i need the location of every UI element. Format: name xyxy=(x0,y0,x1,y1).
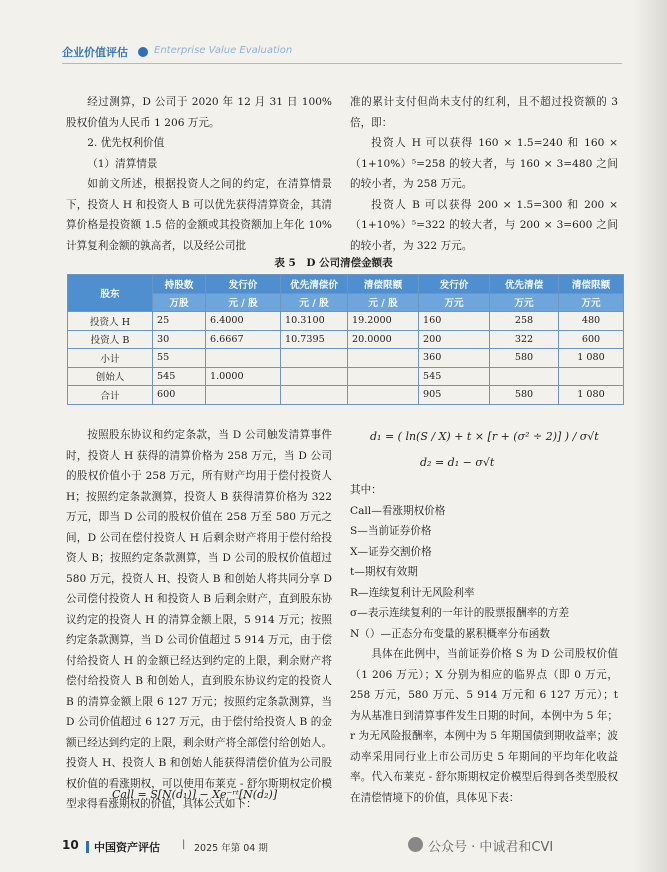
table-row xyxy=(68,349,624,368)
left-column-top xyxy=(66,92,332,256)
table-unit-cell: 元 / 股 xyxy=(348,293,419,312)
table-cell xyxy=(281,367,348,386)
watermark-text: 公众号 · 中诚君和CVI xyxy=(428,840,554,855)
table-cell xyxy=(559,367,624,386)
definition-item: R—连续复利计无风险利率 xyxy=(350,586,475,599)
running-header xyxy=(62,44,622,64)
table-cell: 600 xyxy=(559,330,624,349)
table-header-cell: 股东 xyxy=(68,275,153,312)
table-cell: 20.0000 xyxy=(348,330,419,349)
table-cell: 580 xyxy=(490,386,559,405)
table-cell: 小计 xyxy=(68,349,153,368)
table-cell: 360 xyxy=(419,349,490,368)
definition-item: N（）—正态分布变量的累积概率分布函数 xyxy=(350,627,550,640)
table-cell xyxy=(281,386,348,405)
table-unit-cell: 万元 xyxy=(490,293,559,312)
table-cell: 25 xyxy=(153,312,206,331)
table-header-cell: 发行价 xyxy=(206,275,281,294)
header-section-zh: 企业价值评估 xyxy=(62,46,128,59)
d1-formula: d₁ = ( ln(S / X) + t × [r + (σ² ÷ 2)] ) / σ√t xyxy=(370,430,599,443)
table-cell: 545 xyxy=(419,367,490,386)
paragraph: 具体在此例中，当前证券价格 S 为 D 公司股权价值（1 206 万元）；X 分别为相应的临界点（即 0 万元，258 万元，580 万元、5 914 万元和 6 127 万元）；t 为从基准日到清算事件发生日期的时间，本例中为 5 年；r 为无风险报酬率，本例中为 5 年期国债到期收益率；波动率采用同行业上市公司历史 5 年期间的平均年化收益率。代入布莱克 - 舒尔斯期权定价模型后得到各类型股权在清偿情境下的价值，具体见下表： xyxy=(350,648,618,804)
table-cell: 创始人 xyxy=(68,367,153,386)
table-row xyxy=(68,367,624,386)
table-cell: 1.0000 xyxy=(206,367,281,386)
call-formula: Call = S[N(d₁)] − Xe⁻ʳᵗ[N(d₂)] xyxy=(112,788,278,801)
issue-label: 2025 年第 04 期 xyxy=(194,843,268,854)
table-cell xyxy=(490,367,559,386)
table-cell: 6.4000 xyxy=(206,312,281,331)
table-cell xyxy=(281,349,348,368)
table-cell: 1 080 xyxy=(559,349,624,368)
magazine-name: 中国资产评估 xyxy=(94,841,160,854)
footer-separator: | xyxy=(182,839,186,850)
table-unit-cell: 万元 xyxy=(419,293,490,312)
table-header-cell: 发行价 xyxy=(419,275,490,294)
table-cell xyxy=(348,386,419,405)
definition-item: t—期权有效期 xyxy=(350,566,418,578)
left-column-bottom xyxy=(66,425,332,815)
definition-item: X—证券交割价格 xyxy=(350,545,432,558)
table-cell: 30 xyxy=(153,330,206,349)
liquidation-table xyxy=(67,274,624,405)
table-cell: 600 xyxy=(153,386,206,405)
paragraph: 按照股东协议和约定条款，当 D 公司触发清算事件时，投资人 H 获得的清算价格为 258 万元，当 D 公司的股权价值小于 258 万元，所有财产均用于偿付投资人 H；按照约定条款测算，投资人 B 获得清算价格为 322 万元，即当 D 公司的股权价值在 258 万至 580 万元之间，D 公司在偿付投资人 H 后剩余财产将用于偿付给投资人 B；按照约定条款测算，当 D 公司的股权价值超过 580 万元，投资人 H、投资人 B 和创始人将共同分享 D 公司偿付投资人 H 和投资人 B 后剩余财产，直到股东协议约定的投资人 H 的清算金额上限，5 914 万元；按照约定条款测算，当 D 公司价值超过 5 914 万元，由于偿付给投资人 H 的金额已经达到约定的上限，剩余财产将偿付给投资人 B 和创始人，直到股东协议约定的投资人 B 的清算金额上限 6 127 万元；按照约定条款测算，当 D 公司价值超过 6 127 万元，由于偿付给投资人 B 的金额已经达到约定的上限，剩余财产将全部偿付给创始人。投资人 H、投资人 B 和创始人能获得清偿价值为公司股权价值的看涨期权，可以使用布莱克 - 舒尔斯期权定价模型求得看涨期权的价值，具体公式如下： xyxy=(66,429,332,810)
table-unit-cell: 元 / 股 xyxy=(206,293,281,312)
table-cell: 258 xyxy=(490,312,559,331)
paragraph: 如前文所述，根据投资人之间的约定，在清算情景下，投资人 H 和投资人 B 可以优先获得清算资金，其清算价格是投资额 1.5 倍的金额或其投资额加上年化 10% 计算复利金额的孰高者，以及经公司批 xyxy=(66,178,332,252)
d2-formula: d₂ = d₁ − σ√t xyxy=(420,456,495,469)
table-cell: 580 xyxy=(490,349,559,368)
table-cell: 55 xyxy=(153,349,206,368)
paragraph: 准的累计支付但尚未支付的红利，且不超过投资额的 3 倍，即： xyxy=(350,96,618,129)
wechat-icon xyxy=(408,837,423,852)
table-cell xyxy=(348,367,419,386)
table-cell: 19.2000 xyxy=(348,312,419,331)
page-curl-shadow xyxy=(633,0,667,872)
footer-bar xyxy=(86,841,89,853)
table-header-cell: 持股数 xyxy=(153,275,206,294)
header-rule xyxy=(62,63,622,64)
table-header-row xyxy=(68,275,624,294)
section-heading: 2. 优先权利价值 xyxy=(87,137,165,149)
page-number: 10 xyxy=(62,838,79,852)
table-cell: 投资人 H xyxy=(68,312,153,331)
table-cell: 160 xyxy=(419,312,490,331)
table-header-cell: 清偿限额 xyxy=(559,275,624,294)
right-column-top xyxy=(350,92,618,256)
header-bullet-icon xyxy=(138,47,148,57)
table-cell: 1 080 xyxy=(559,386,624,405)
paragraph: 投资人 B 可以获得 200 × 1.5=300 和 200 ×（1+10%）⁵=322 的较大者，与 200 × 3=600 之间的较小者，为 322 万元。 xyxy=(350,198,618,252)
table-cell: 480 xyxy=(559,312,624,331)
table-cell: 合计 xyxy=(68,386,153,405)
table-cell: 10.3100 xyxy=(281,312,348,331)
table-cell: 投资人 B xyxy=(68,330,153,349)
table-cell: 322 xyxy=(490,330,559,349)
table-cell: 10.7395 xyxy=(281,330,348,349)
definition-item: Call—看涨期权价格 xyxy=(350,504,446,517)
table-cell: 545 xyxy=(153,367,206,386)
table-header-cell: 优先清偿 xyxy=(490,275,559,294)
table-title: 表 5 D 公司清偿金额表 xyxy=(274,257,393,269)
right-column-bottom xyxy=(350,480,618,808)
table-header-cell: 优先清偿价 xyxy=(281,275,348,294)
subsection-heading: （1）清算情景 xyxy=(87,157,158,170)
header-section-en: Enterprise Value Evaluation xyxy=(154,45,293,56)
definition-item: S—当前证券价格 xyxy=(350,525,432,537)
table-unit-cell: 万元 xyxy=(559,293,624,312)
table-unit-cell: 元 / 股 xyxy=(281,293,348,312)
table-cell: 905 xyxy=(419,386,490,405)
definition-item: σ—表示连续复利的一年计的股票报酬率的方差 xyxy=(350,607,570,619)
table-row xyxy=(68,330,624,349)
paragraph: 其中： xyxy=(350,484,382,496)
paragraph: 经过测算，D 公司于 2020 年 12 月 31 日 100% 股权价值为人民币 1 206 万元。 xyxy=(66,96,332,129)
table-cell xyxy=(206,349,281,368)
table-cell xyxy=(348,349,419,368)
table-header-cell: 清偿限额 xyxy=(348,275,419,294)
table-cell xyxy=(206,386,281,405)
table-cell: 200 xyxy=(419,330,490,349)
table-row xyxy=(68,386,624,405)
table-unit-cell: 万股 xyxy=(153,293,206,312)
table-row xyxy=(68,312,624,331)
paragraph: 投资人 H 可以获得 160 × 1.5=240 和 160 ×（1+10%）⁵=258 的较大者，与 160 × 3=480 之间的较小者，为 258 万元。 xyxy=(350,137,618,190)
table-cell: 6.6667 xyxy=(206,330,281,349)
